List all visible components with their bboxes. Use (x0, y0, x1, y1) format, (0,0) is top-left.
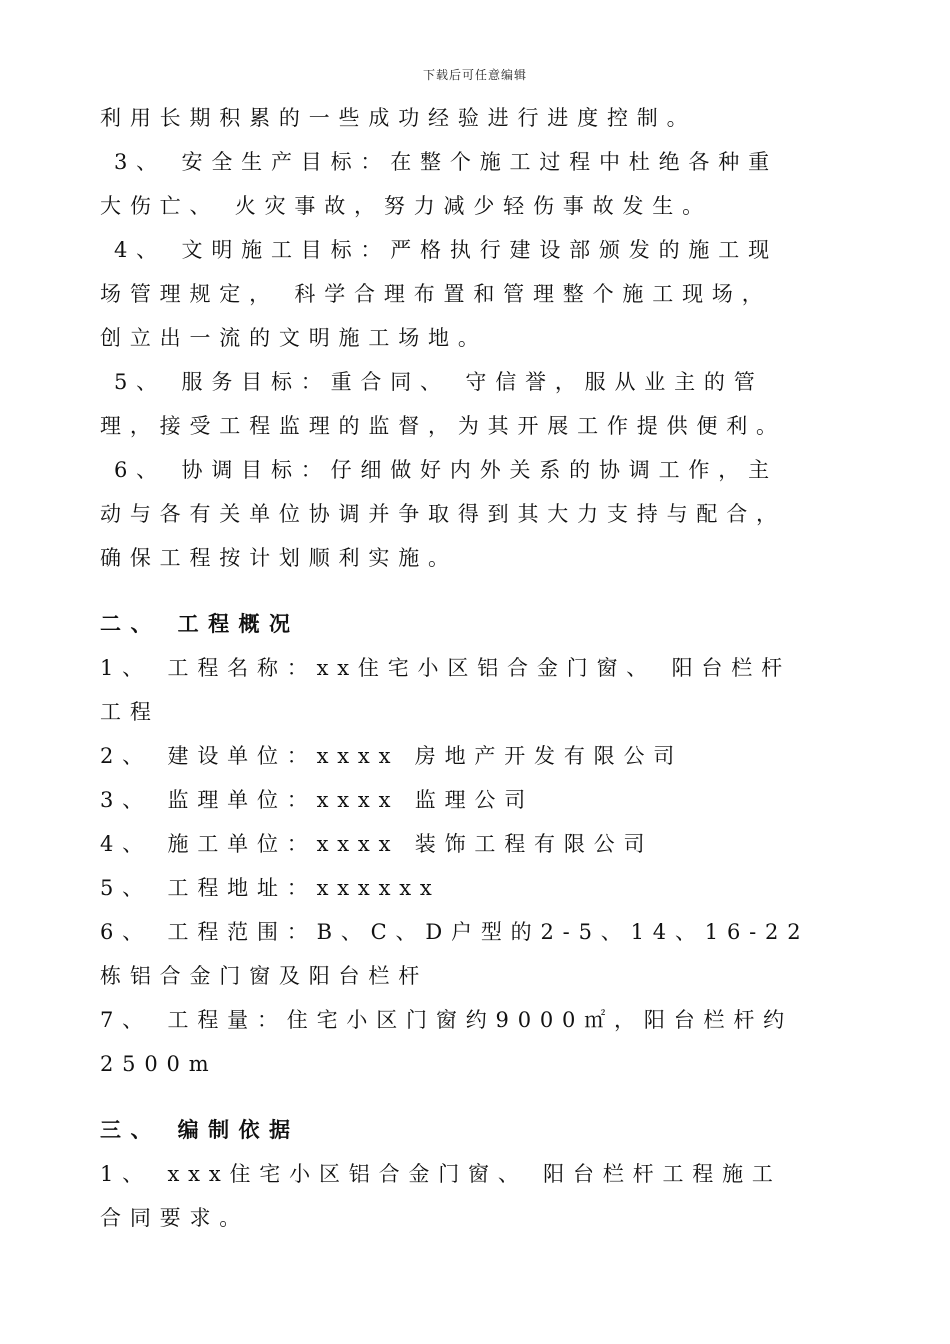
text-line: 确保工程按计划顺利实施。 (100, 546, 458, 570)
text-line: 4、 施工单位：xxxx 装饰工程有限公司 (100, 832, 654, 856)
text-line: 1、 工程名称：xx住宅小区铝合金门窗、 阳台栏杆 (100, 656, 791, 680)
text-line: 3、 监理单位：xxxx 监理公司 (100, 788, 535, 812)
section-heading: 二、 工程概况 (100, 611, 300, 636)
text-line: 合同要求。 (100, 1206, 250, 1230)
text-line: 2500m (100, 1052, 218, 1076)
text-line: 工程 (100, 700, 160, 724)
text-line: 5、 工程地址：xxxxxx (100, 876, 441, 900)
text-line: 1、 xxx住宅小区铝合金门窗、 阳台栏杆工程施工 (100, 1162, 782, 1186)
text-line: 3、 安全生产目标：在整个施工过程中杜绝各种重 (114, 150, 778, 174)
text-line: 4、 文明施工目标：严格执行建设部颁发的施工现 (114, 238, 778, 262)
page-header: 下载后可任意编辑 (422, 68, 527, 82)
text-line: 7、 工程量：住宅小区门窗约9000㎡，阳台栏杆约 (100, 1008, 793, 1032)
section-gap (100, 580, 845, 602)
text-line: 利用长期积累的一些成功经验进行进度控制。 (100, 106, 697, 130)
section-gap (100, 1086, 845, 1108)
section-heading: 三、 编制依据 (100, 1117, 300, 1142)
text-line: 创立出一流的文明施工场地。 (100, 326, 488, 350)
text-line: 大伤亡、 火灾事故，努力减少轻伤事故发生。 (100, 194, 712, 218)
text-line: 6、 协调目标：仔细做好内外关系的协调工作，主 (114, 458, 778, 482)
text-line: 理，接受工程监理的监督，为其开展工作提供便利。 (100, 414, 786, 438)
text-line: 场管理规定， 科学合理布置和管理整个施工现场， (100, 282, 772, 306)
text-line: 6、 工程范围：B、C、D户型的2-5、14、16-22 (100, 920, 810, 944)
text-line: 动与各有关单位协调并争取得到其大力支持与配合， (100, 502, 786, 526)
text-line: 2、 建设单位：xxxx 房地产开发有限公司 (100, 744, 684, 768)
document-body (100, 96, 845, 1240)
text-line: 5、 服务目标：重合同、 守信誉，服从业主的管 (114, 370, 764, 394)
text-line: 栋铝合金门窗及阳台栏杆 (100, 964, 429, 988)
